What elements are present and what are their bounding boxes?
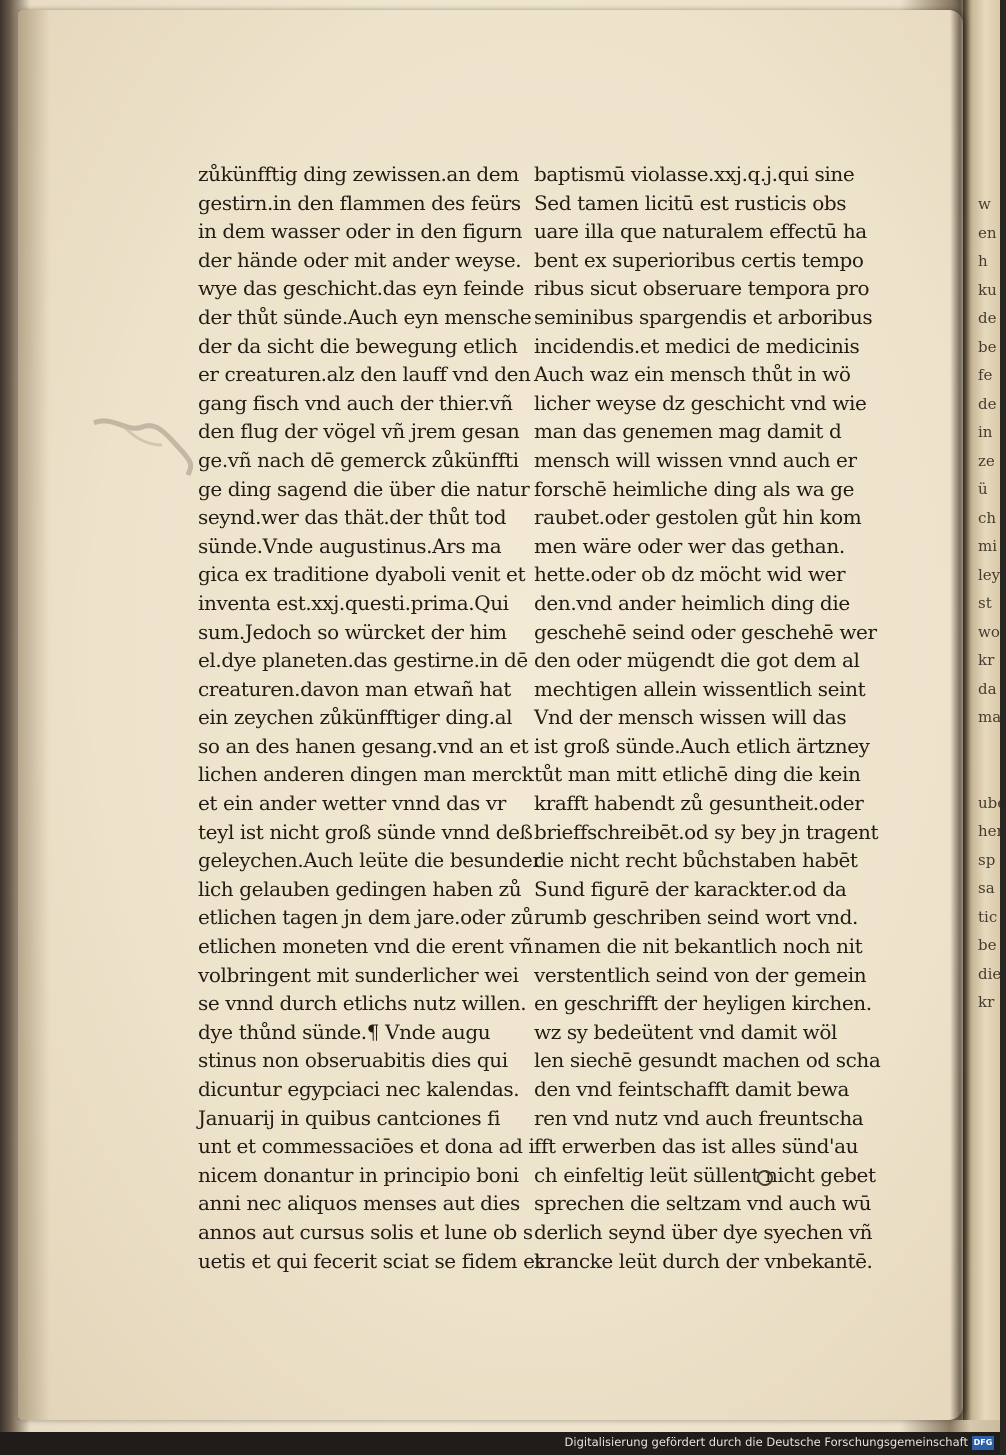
text-line: gestirn.in den flammen des feürs <box>198 190 521 215</box>
text-line: uetis et qui fecerit sciat se fidem et <box>198 1248 543 1273</box>
edge-fragment: wo <box>978 622 1000 641</box>
text-line: etlichen tagen jn dem jare.oder zů <box>198 905 534 930</box>
text-line: lichen anderen dingen man merck <box>198 762 534 787</box>
text-line: et ein ander wetter vnnd das vr <box>198 791 506 816</box>
edge-fragment: mi <box>978 537 998 555</box>
text-line: Vnd der mensch wissen will das <box>534 705 847 730</box>
text-line: el.dye planeten.das gestirne.in dē <box>198 648 528 673</box>
edge-fragment: in <box>978 423 993 441</box>
text-line: den.vnd ander heimlich ding die <box>534 590 850 615</box>
edge-fragment: fe <box>978 366 993 384</box>
edge-fragment: en <box>978 223 997 242</box>
text-line: zůkünfftig ding zewissen.an dem <box>198 162 519 186</box>
text-line: uare illa que naturalem effectū ha <box>534 219 867 244</box>
footer-credit: Digitalisierung gefördert durch die Deutsche Forschungsgemeinschaft <box>564 1435 968 1449</box>
text-line: den oder mügendt die got dem al <box>534 648 860 673</box>
text-line: krafft habendt zů gesuntheit.oder <box>534 791 864 816</box>
edge-fragment: da <box>978 679 997 698</box>
edge-fragment: her <box>978 822 1004 840</box>
edge-fragment: ma <box>978 708 1002 726</box>
edge-fragment: ley <box>978 565 1001 584</box>
edge-fragment: w <box>978 195 991 213</box>
text-line: ein zeychen zůkünfftiger ding.al <box>198 705 513 730</box>
edge-fragment: die <box>978 964 1002 983</box>
edge-fragment <box>978 732 1000 761</box>
text-line: en geschrifft der heyligen kirchen. <box>534 991 872 1016</box>
text-line: Auch waz ein mensch thůt in wö <box>534 362 851 387</box>
text-line: hette.oder ob dz möcht wid wer <box>534 562 846 587</box>
edge-fragment: de <box>978 309 997 327</box>
text-line: den vnd feintschafft damit bewa <box>534 1077 850 1101</box>
text-line: ist groß sünde.Auch etlich ärtzney <box>534 733 870 758</box>
text-line: sprechen die seltzam vnd auch wū <box>534 1191 872 1216</box>
text-line: teyl ist nicht groß sünde vnnd deß <box>198 819 533 844</box>
text-line: dicuntur egypciaci nec kalendas. <box>198 1077 520 1101</box>
text-line: verstentlich seind von der gemein <box>534 962 867 987</box>
text-line: mensch will wissen vnnd auch er <box>534 447 857 472</box>
text-line: gica ex traditione dyaboli venit et <box>198 562 526 587</box>
text-line: man das genemen mag damit d <box>534 419 842 444</box>
text-line: inventa est.xxj.questi.prima.Qui <box>198 590 509 615</box>
text-line: geschehē seind oder geschehē wer <box>534 619 877 644</box>
edge-fragment <box>978 760 1000 789</box>
text-line: der thůt sünde.Auch eyn mensche <box>198 304 532 329</box>
book-gutter <box>950 0 970 1420</box>
text-line: Januarij in quibus cantciones fi <box>198 1105 501 1130</box>
edge-fragment: be <box>978 337 997 356</box>
edge-fragment: ü <box>978 480 988 498</box>
edge-fragment: sp <box>978 850 996 869</box>
text-line: creaturen.davon man etwañ hat <box>198 676 511 701</box>
catchword-ornament <box>757 1170 773 1186</box>
text-column-left <box>198 160 543 1275</box>
text-line: er creaturen.alz den lauff vnd den <box>198 362 531 387</box>
edge-fragment: ch <box>978 508 997 527</box>
text-line: den flug der vögel vñ jrem gesan <box>198 419 520 444</box>
text-line: Sund figurē der karackter.od da <box>534 876 847 901</box>
text-line: wye das geschicht.das eyn feinde <box>198 276 524 301</box>
text-line: Sed tamen licitū est rusticis obs <box>534 190 847 215</box>
text-line: wz sy bedeütent vnd damit wöl <box>534 1019 838 1044</box>
text-line: ren vnd nutz vnd auch freuntscha <box>534 1105 864 1130</box>
dfg-logo-icon: DFG <box>972 1436 994 1450</box>
text-line: rumb geschriben seind wort vnd. <box>534 905 858 930</box>
text-line: derlich seynd über dye syechen vñ <box>534 1219 873 1244</box>
text-line: ge.vñ nach dē gemerck zůkünffti <box>198 447 519 472</box>
text-line: se vnnd durch etlichs nutz willen. <box>198 991 527 1016</box>
digitization-footer <box>0 1432 1000 1455</box>
text-line: unt et commessaciōes et dona ad i <box>198 1134 535 1159</box>
edge-fragment: ze <box>978 451 995 470</box>
text-line: sum.Jedoch so würcket der him <box>198 619 507 644</box>
text-line: ch einfeltig leüt süllent nicht gebet <box>534 1162 876 1187</box>
text-line: namen die nit bekantlich noch nit <box>534 934 863 959</box>
edge-fragment: kr <box>978 993 995 1011</box>
text-line: seminibus spargendis et arboribus <box>534 304 873 329</box>
edge-fragment: be <box>978 936 997 954</box>
text-line: dye thůnd sünde.¶ Vnde augu <box>198 1019 491 1044</box>
text-line: stinus non obseruabitis dies qui <box>198 1048 508 1073</box>
text-line: incidendis.et medici de medicinis <box>534 333 860 358</box>
text-line: volbringent mit sunderlicher wei <box>198 962 519 987</box>
text-line: brieffschreibēt.od sy bey jn tragent <box>534 819 879 844</box>
text-line: der hände oder mit ander weyse. <box>198 247 522 272</box>
text-line: gang fisch vnd auch der thier.vñ <box>198 390 513 415</box>
text-line: baptismū violasse.xxj.q.j.qui sine <box>534 162 855 186</box>
text-line: ge ding sagend die über die natur <box>198 476 530 501</box>
text-line: len siechē gesundt machen od scha <box>534 1048 881 1073</box>
text-line: lich gelauben gedingen haben zů <box>198 876 522 901</box>
edge-fragment: de <box>978 394 997 413</box>
text-line: mechtigen allein wissentlich seint <box>534 676 866 701</box>
text-line: etlichen moneten vnd die erent vñ <box>198 934 533 959</box>
text-line: anni nec aliquos menses aut dies <box>198 1191 520 1216</box>
edge-fragment: h <box>978 252 988 270</box>
text-line: der da sicht die bewegung etlich <box>198 333 518 358</box>
facing-page-text-fragments <box>978 190 1006 1017</box>
text-line: bent ex superioribus certis tempo <box>534 247 864 272</box>
edge-fragment: sa <box>978 879 995 897</box>
text-line: tůt man mitt etlichē ding die kein <box>534 762 861 787</box>
edge-fragment: st <box>978 594 992 612</box>
text-line: raubet.oder gestolen gůt hin kom <box>534 505 862 530</box>
text-line: geleychen.Auch leüte die besunder <box>198 848 542 873</box>
text-line: nicem donantur in principio boni <box>198 1162 519 1187</box>
text-line: so an des hanen gesang.vnd an et <box>198 733 529 758</box>
text-line: sünde.Vnde augustinus.Ars ma <box>198 533 502 558</box>
text-line: krancke leüt durch der vnbekantē. <box>534 1248 873 1273</box>
text-line: seynd.wer das thät.der thůt tod <box>198 505 507 530</box>
text-line: forschē heimliche ding als wa ge <box>534 476 855 501</box>
text-line: annos aut cursus solis et lune ob s <box>198 1219 533 1244</box>
edge-fragment: ku <box>978 280 997 299</box>
edge-fragment: kr <box>978 651 995 669</box>
edge-fragment: ube <box>978 793 1006 812</box>
text-line: licher weyse dz geschicht vnd wie <box>534 390 867 415</box>
text-line: die nicht recht bůchstaben habēt <box>534 848 858 873</box>
text-line: men wäre oder wer das gethan. <box>534 533 845 558</box>
text-column-right <box>534 160 881 1275</box>
text-line: fft erwerben das ist alles sünd'au <box>534 1134 859 1159</box>
text-line: ribus sicut obseruare tempora pro <box>534 276 870 301</box>
ink-stain-mark <box>92 405 202 480</box>
text-line: in dem wasser oder in den figurn <box>198 219 523 244</box>
edge-fragment: tic <box>978 907 998 926</box>
